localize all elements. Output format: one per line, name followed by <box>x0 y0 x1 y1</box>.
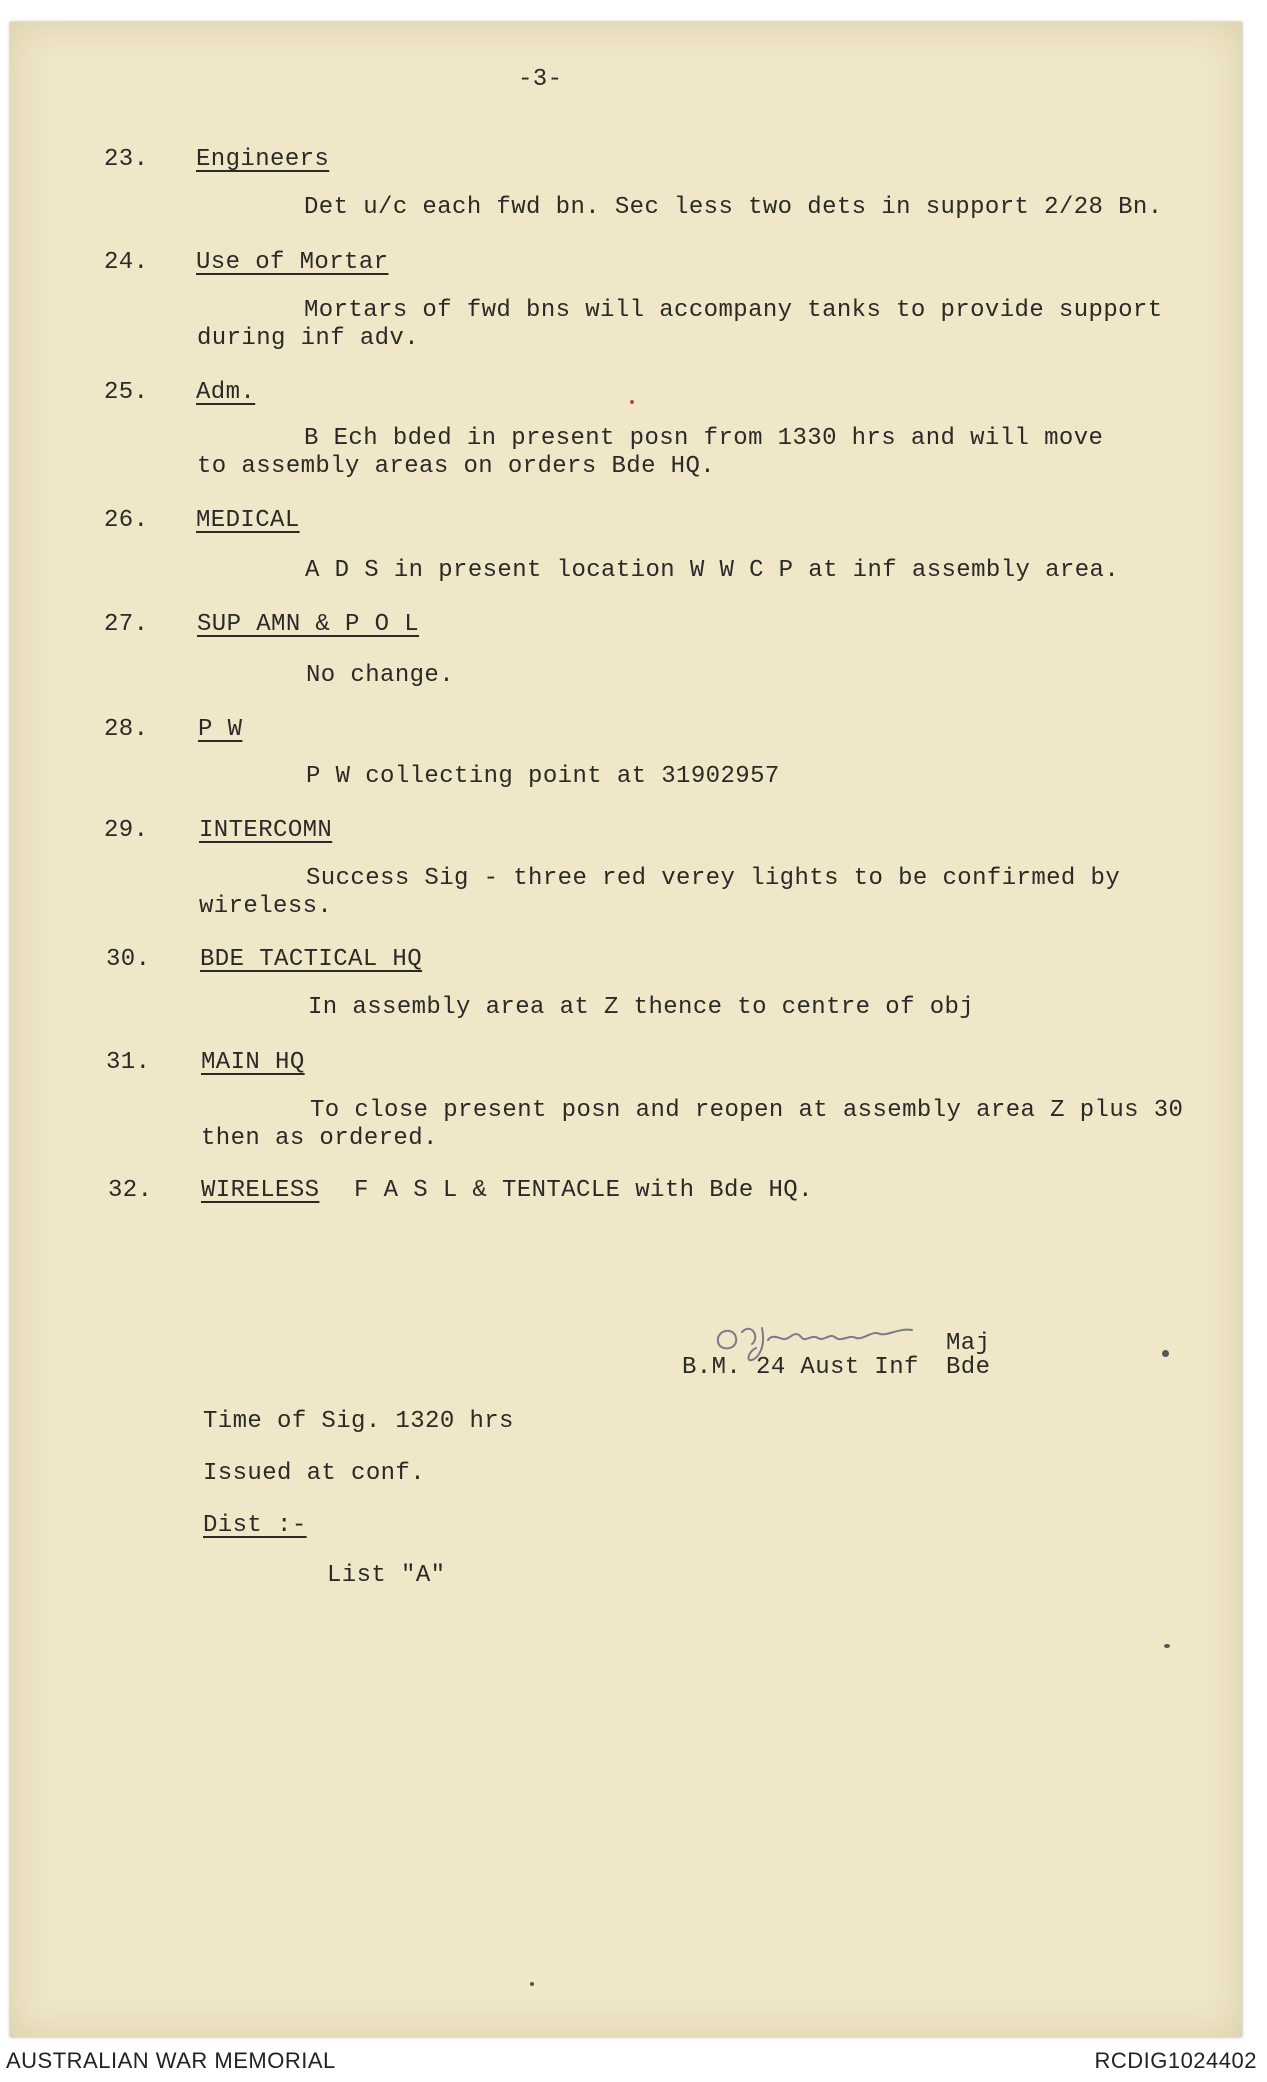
section-text: Det u/c each fwd bn. Sec less two dets in support 2/28 Bn. <box>304 194 1163 221</box>
section-text: wireless. <box>199 893 333 920</box>
time-of-sig: Time of Sig. 1320 hrs <box>203 1408 514 1435</box>
paper-speck <box>1162 1350 1169 1357</box>
paper-speck <box>1164 1644 1170 1648</box>
section-text: F A S L & TENTACLE with Bde HQ. <box>354 1177 813 1204</box>
section-number: 26. <box>104 507 149 534</box>
section-number: 28. <box>104 716 149 743</box>
section-heading: Engineers <box>196 146 330 173</box>
section-text: To close present posn and reopen at assembly area Z plus 30 <box>310 1097 1184 1124</box>
section-text: Mortars of fwd bns will accompany tanks to provide support <box>304 297 1163 324</box>
section-number: 24. <box>104 249 149 276</box>
section-number: 29. <box>104 817 149 844</box>
section-text: No change. <box>306 662 455 689</box>
section-heading: Adm. <box>196 379 256 406</box>
section-heading: SUP AMN & P O L <box>197 611 420 638</box>
section-number: 27. <box>104 611 149 638</box>
section-heading: WIRELESS <box>201 1177 320 1204</box>
section-text: B Ech bded in present posn from 1330 hrs and will move <box>304 425 1104 452</box>
section-text: A D S in present location W W C P at inf assembly area. <box>305 557 1120 584</box>
section-text: In assembly area at Z thence to centre of obj <box>308 994 975 1021</box>
signature-rank: Maj <box>946 1330 991 1357</box>
section-number: 23. <box>104 146 149 173</box>
page-number: -3- <box>518 66 563 93</box>
section-text: P W collecting point at 31902957 <box>306 763 780 790</box>
archive-reference: RCDIG1024402 <box>1094 2048 1257 2073</box>
signature-unit: Bde <box>946 1354 991 1381</box>
signature-appointment: B.M. 24 Aust Inf <box>682 1354 919 1381</box>
section-heading: Use of Mortar <box>196 249 389 276</box>
section-number: 32. <box>108 1177 153 1204</box>
section-text: during inf adv. <box>197 325 420 352</box>
section-heading: MEDICAL <box>196 507 300 534</box>
distribution-label: Dist :- <box>203 1512 307 1539</box>
section-heading: BDE TACTICAL HQ <box>200 946 423 973</box>
issued-at: Issued at conf. <box>203 1460 426 1487</box>
section-text: Success Sig - three red verey lights to be confirmed by <box>306 865 1121 892</box>
distribution-list: List "A" <box>327 1562 446 1589</box>
section-heading: MAIN HQ <box>201 1049 305 1076</box>
section-number: 31. <box>106 1049 151 1076</box>
paper-speck <box>530 1982 534 1986</box>
section-text: then as ordered. <box>201 1125 438 1152</box>
archive-credit: AUSTRALIAN WAR MEMORIAL <box>6 2048 336 2073</box>
section-text: to assembly areas on orders Bde HQ. <box>197 453 716 480</box>
paper-speck <box>630 400 634 404</box>
section-heading: INTERCOMN <box>199 817 333 844</box>
section-number: 25. <box>104 379 149 406</box>
section-number: 30. <box>106 946 151 973</box>
section-heading: P W <box>198 716 243 743</box>
